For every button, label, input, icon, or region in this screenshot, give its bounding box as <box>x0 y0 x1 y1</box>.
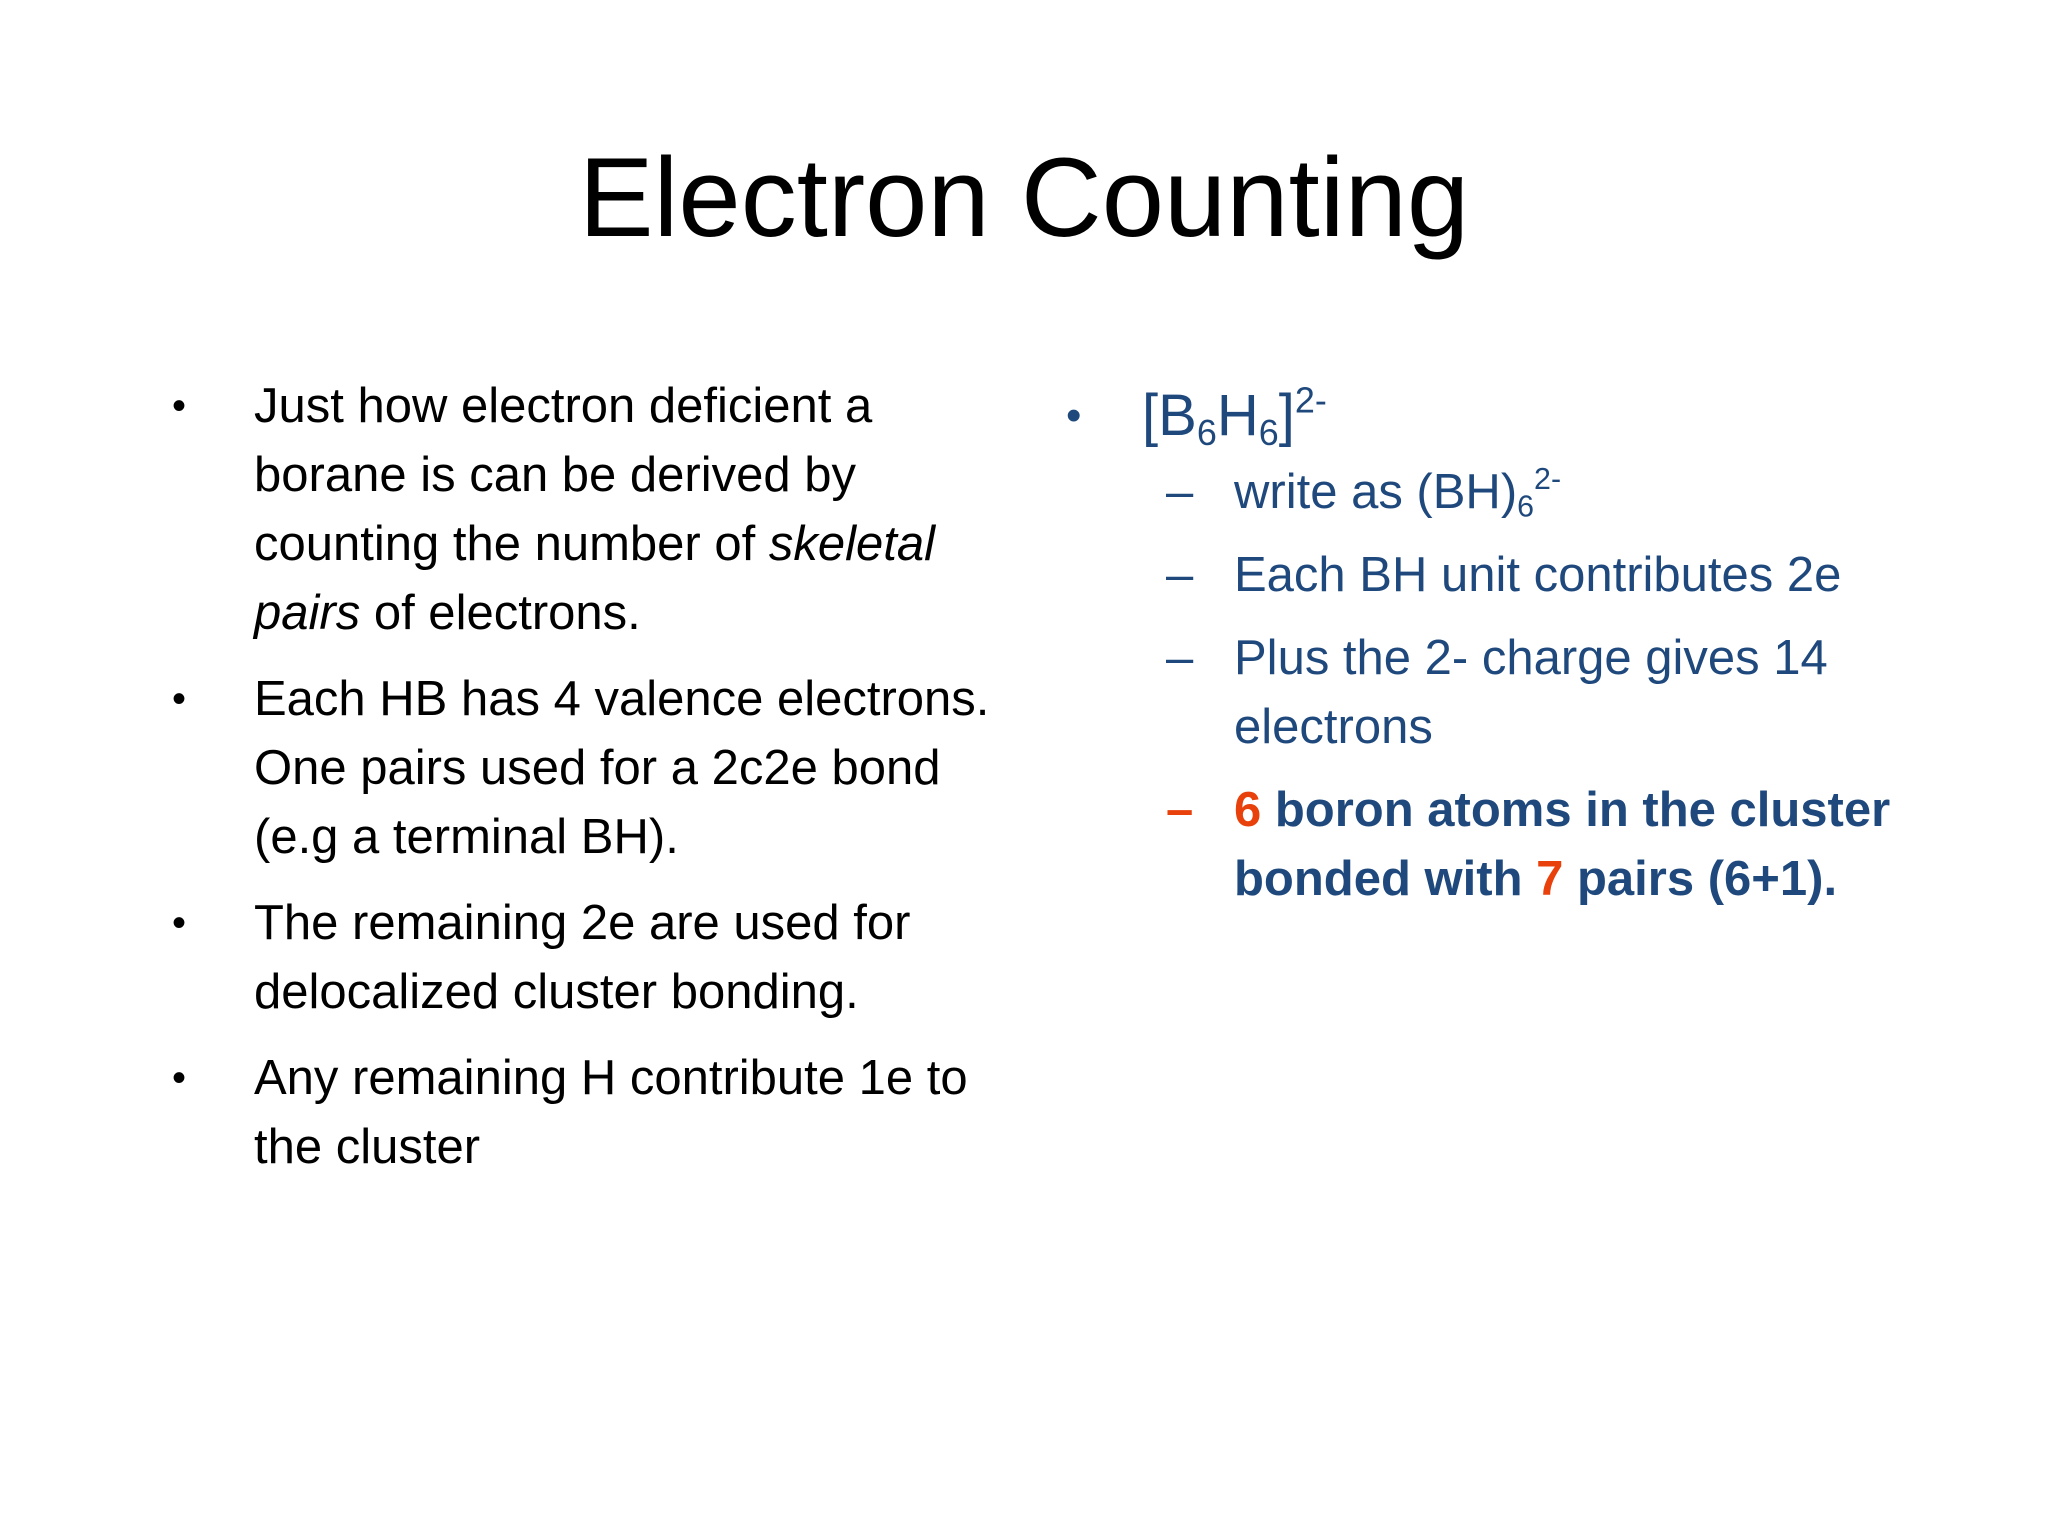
formula-part: [B <box>1142 383 1197 448</box>
sub-bullet-item <box>1066 541 1966 610</box>
left-bullet-item <box>172 1044 1022 1182</box>
left-bullet-item <box>172 372 1022 648</box>
bullet-icon: • <box>172 384 187 428</box>
sub-item-superscript: 2- <box>1534 462 1562 497</box>
sub-item-text: write as (BH) <box>1234 465 1518 519</box>
sub-bullet-item <box>1066 458 1966 527</box>
item-text: Any remaining H contribute 1e to the cluster <box>254 1051 968 1174</box>
sub-item-text: Plus the 2- charge gives 14 electrons <box>1234 631 1828 754</box>
bullet-icon: • <box>172 1056 187 1100</box>
slide-title: Electron Counting <box>578 135 1470 260</box>
left-bullet-item <box>172 665 1022 872</box>
sub-item-text: boron atoms in the cluster bonded with <box>1234 783 1891 906</box>
sub-bullet-item <box>1066 624 1966 762</box>
formula-subscript: 6 <box>1196 412 1217 454</box>
highlight-number: 7 <box>1536 852 1564 906</box>
sub-item-subscript: 6 <box>1517 489 1535 524</box>
sub-bullet-item-highlight <box>1066 776 1966 914</box>
dash-icon: – <box>1166 548 1194 602</box>
formula-superscript: 2- <box>1294 379 1327 421</box>
bullet-icon: • <box>172 901 187 945</box>
bullet-icon: • <box>172 677 187 721</box>
right-column <box>1066 376 1966 914</box>
dash-icon: – <box>1166 631 1194 685</box>
item-text-emphasis: skeletal pairs <box>254 517 935 640</box>
highlight-number: 6 <box>1234 783 1262 837</box>
dash-icon: – <box>1166 465 1194 519</box>
formula <box>1142 379 1327 454</box>
item-text: Each HB has 4 valence electrons. One pairs used for a 2c2e bond (e.g a terminal BH). <box>254 672 990 864</box>
item-text: of electrons. <box>360 586 641 640</box>
item-text: The remaining 2e are used for delocalized cluster bonding. <box>254 896 911 1019</box>
formula-part: ] <box>1278 383 1295 448</box>
dash-icon: – <box>1166 783 1194 837</box>
left-column <box>172 372 1022 1199</box>
sub-item-text: pairs (6+1). <box>1563 852 1838 906</box>
formula-part: H <box>1216 383 1259 448</box>
formula-subscript: 6 <box>1258 412 1279 454</box>
formula-bullet <box>1066 376 1966 456</box>
bullet-icon: • <box>1066 391 1082 440</box>
item-text: Just how electron deficient a borane is can be derived by counting the number of <box>254 379 873 571</box>
left-bullet-item <box>172 889 1022 1027</box>
sub-item-text: Each BH unit contributes 2e <box>1234 548 1842 602</box>
